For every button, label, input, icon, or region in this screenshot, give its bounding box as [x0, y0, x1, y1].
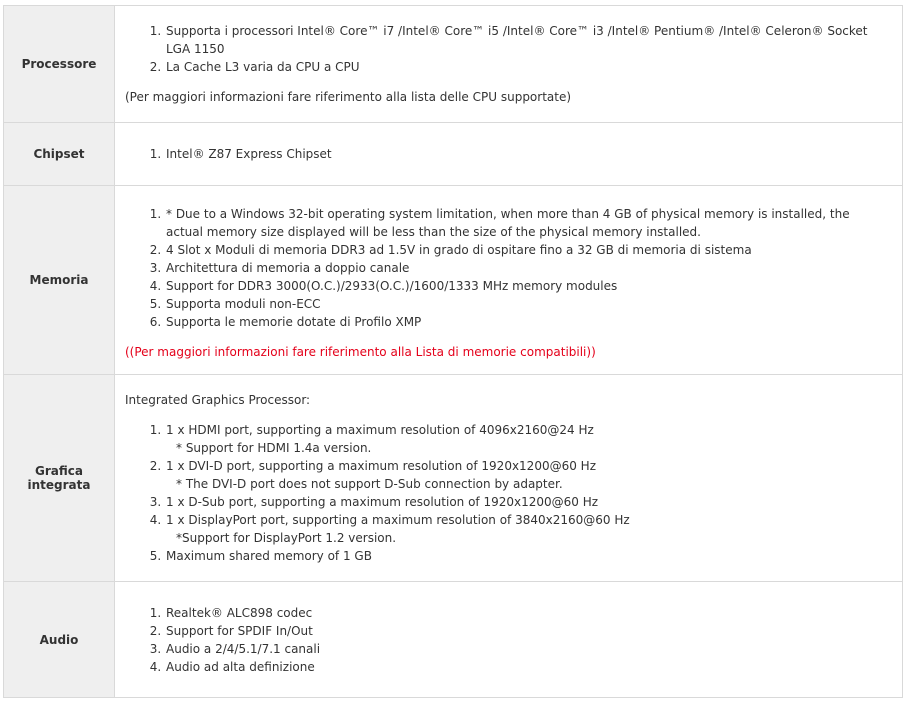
list-item: 2. 4 Slot x Moduli di memoria DDR3 ad 1.5V in grado di ospitare fino a 32 GB di memoria di sistema	[165, 241, 890, 259]
list-item: 3. Audio a 2/4/5.1/7.1 canali	[165, 640, 890, 658]
spec-value	[115, 582, 903, 698]
spec-label: Processore	[4, 6, 115, 123]
list-item: 4. Audio ad alta definizione	[165, 658, 890, 676]
list-item: 3. Architettura di memoria a doppio canale	[165, 259, 890, 277]
spec-label: Audio	[4, 582, 115, 698]
list-item: 4. Support for DDR3 3000(O.C.)/2933(O.C.)/1600/1333 MHz memory modules	[165, 277, 890, 295]
spec-list	[125, 421, 890, 565]
list-item-text: 1 x HDMI port, supporting a maximum resolution of 4096x2160@24 Hz	[166, 423, 594, 437]
list-item	[165, 457, 890, 493]
memory-compat-link[interactable]: ((Per maggiori informazioni fare riferimento alla Lista di memorie compatibili))	[125, 345, 596, 359]
spec-label: Chipset	[4, 123, 115, 186]
spec-value	[115, 375, 903, 582]
list-item-text: 1 x D-Sub port, supporting a maximum resolution of 1920x1200@60 Hz	[166, 495, 599, 509]
spec-list	[125, 22, 890, 76]
spec-label: Memoria	[4, 186, 115, 375]
spec-table	[3, 5, 903, 698]
list-item: 5. Supporta moduli non-ECC	[165, 295, 890, 313]
list-item-note: * Support for HDMI 1.4a version.	[176, 441, 372, 455]
spec-row-graphics	[4, 375, 903, 582]
spec-value	[115, 6, 903, 123]
list-item: 1. Supporta i processori Intel® Core™ i7 /Intel® Core™ i5 /Intel® Core™ i3 /Intel® Pentium® /Intel® Celeron® Socket LGA 1150	[165, 22, 890, 58]
list-item: 1. * Due to a Windows 32-bit operating system limitation, when more than 4 GB of physical memory is installed, the actual memory size displayed will be less than the size of the physical memory installed.	[165, 205, 890, 241]
spec-list	[125, 604, 890, 676]
list-item	[165, 547, 890, 565]
spec-value	[115, 186, 903, 375]
list-item-text: 1 x DisplayPort port, supporting a maximum resolution of 3840x2160@60 Hz	[166, 513, 630, 527]
list-item-text: Maximum shared memory of 1 GB	[166, 549, 372, 563]
spec-row-audio	[4, 582, 903, 698]
list-item: 6. Supporta le memorie dotate di Profilo XMP	[165, 313, 890, 331]
list-item: 2. La Cache L3 varia da CPU a CPU	[165, 58, 890, 76]
spec-label: Grafica integrata	[4, 375, 115, 582]
spec-row-memory	[4, 186, 903, 375]
list-item: 2. Support for SPDIF In/Out	[165, 622, 890, 640]
list-item-text: 1 x DVI-D port, supporting a maximum resolution of 1920x1200@60 Hz	[166, 459, 596, 473]
spec-list	[125, 205, 890, 331]
graphics-intro: Integrated Graphics Processor:	[125, 393, 311, 407]
list-item: 1. Realtek® ALC898 codec	[165, 604, 890, 622]
spec-row-processor	[4, 6, 903, 123]
list-item-note: * The DVI-D port does not support D-Sub connection by adapter.	[176, 477, 563, 491]
spec-list	[125, 145, 890, 163]
list-item	[165, 493, 890, 511]
list-item	[165, 421, 890, 457]
spec-value	[115, 123, 903, 186]
cpu-support-note: (Per maggiori informazioni fare riferimento alla lista delle CPU supportate)	[125, 90, 572, 104]
list-item: 1. Intel® Z87 Express Chipset	[165, 145, 890, 163]
spec-row-chipset	[4, 123, 903, 186]
list-item	[165, 511, 890, 547]
list-item-note: *Support for DisplayPort 1.2 version.	[176, 531, 397, 545]
